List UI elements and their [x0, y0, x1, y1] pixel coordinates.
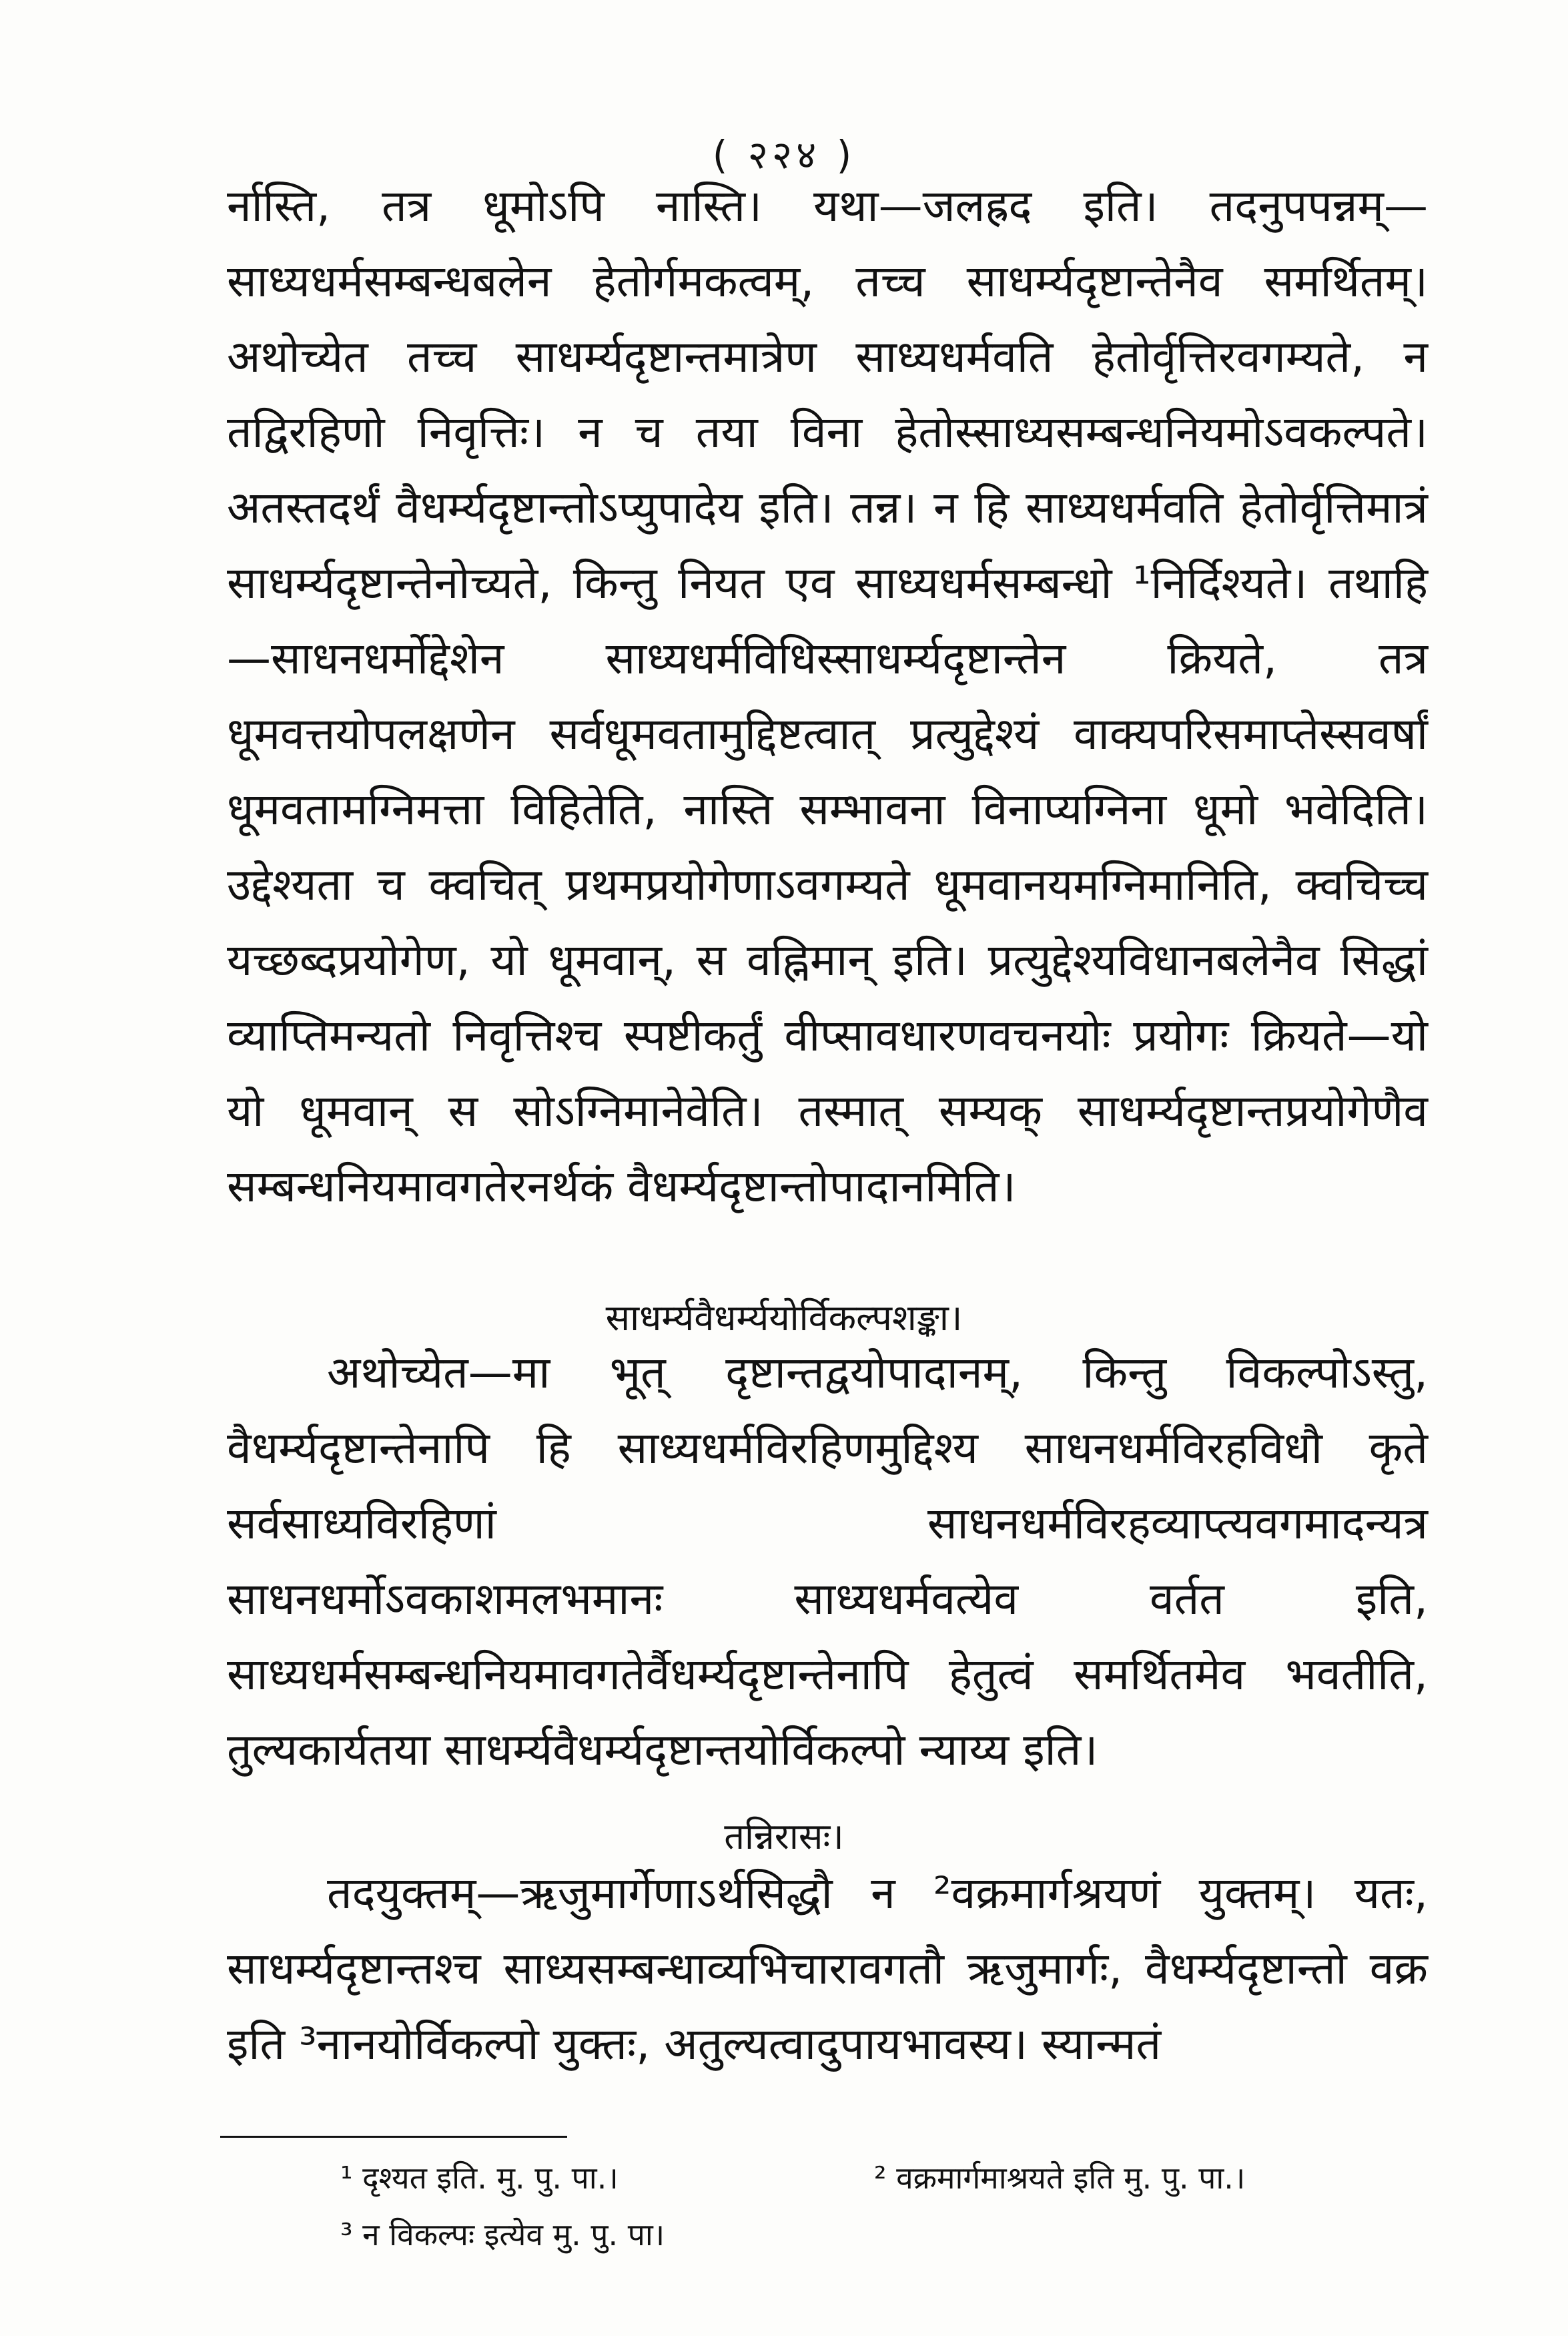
footnote-divider: [220, 2136, 567, 2138]
section-3-body: तदयुक्तम्—ऋजुमार्गेणाऽर्थसिद्धौ न ²वक्रमार्गश्रयणं युक्तम्। यतः, साधर्म्यदृष्टान्तश्च साध्यसम्बन्धाव्यभिचारावगतौ ऋजुमार्गः, वैधर्म्यदृष्टान्तो वक्र इति ³नानयोर्विकल्पो युक्तः, अतुल्यत्वादुपायभावस्य। स्यान्मतं: [227, 1867, 1428, 2070]
section-3-heading: तन्निरासः।: [724, 1815, 844, 1857]
section-2-body: अथोच्येत—मा भूत् दृष्टान्तद्वयोपादानम्, किन्तु विकल्पोऽस्तु, वैधर्म्यदृष्टान्तेनापि हि साध्यधर्मविरहिणमुद्दिश्य साधनधर्मविरहविधौ कृते सर्वसाध्यविरहिणां साधनधर्मविरहव्याप्त्यवगमादन्यत्र साधनधर्मोऽवकाशमलभमानः साध्यधर्मवत्येव वर्तत इति, साध्यधर्मसम्बन्धनियमावगतेर्वैधर्म्यदृष्टान्तेनापि हेतुत्वं समर्थितमेव भवतीति, तुल्यकार्यतया साधर्म्यवैधर्म्यदृष्टान्तयोर्विकल्पो न्याय्य इति।: [227, 1347, 1428, 1775]
page-number: ( २२४ ): [712, 132, 856, 178]
footnote-2: ² वक्रमार्गमाश्रयते इति मु. पु. पा.।: [874, 2160, 1246, 2196]
footnote-1: ¹ दृश्यत इति. मु. पु. पा.।: [340, 2160, 619, 2196]
section-2-heading: साधर्म्यवैधर्म्ययोर्विकल्पशङ्का।: [605, 1297, 963, 1339]
section-3: [227, 1855, 1428, 2082]
section-1-body: र्नास्ति, तत्र धूमोऽपि नास्ति। यथा—जलह्रद इति। तदनुपपन्नम्—साध्यधर्मसम्बन्धबलेन हेतोर्गमकत्वम्, तच्च साधर्म्यदृष्टान्तेनैव समर्थितम्। अथोच्येत तच्च साधर्म्यदृष्टान्तमात्रेण साध्यधर्मवति हेतोर्वृत्तिरवगम्यते, न तद्विरहिणो निवृत्तिः। न च तया विना हेतोस्साध्यसम्बन्धनियमोऽवकल्पते। अतस्तदर्थं वैधर्म्यदृष्टान्तोऽप्युपादेय इति। तन्न। न हि साध्यधर्मवति हेतोर्वृत्तिमात्रं साधर्म्यदृष्टान्तेनोच्यते, किन्तु नियत एव साध्यधर्मसम्बन्धो ¹निर्दिश्यते। तथाहि—साधनधर्मोद्देशेन साध्यधर्मविधिस्साधर्म्यदृष्टान्तेन क्रियते, तत्र धूमवत्तयोपलक्षणेन सर्वधूमवतामुद्दिष्टत्वात् प्रत्युद्देश्यं वाक्यपरिसमाप्तेस्सवर्षां धूमवतामग्निमत्ता विहितेति, नास्ति सम्भावना विनाप्यग्निना धूमो भवेदिति। उद्देश्यता च क्वचित् प्रथमप्रयोगेणाऽवगम्यते धूमवानयमग्निमानिति, क्वचिच्च यच्छब्दप्रयोगेण, यो धूमवान्, स वह्निमान् इति। प्रत्युद्देश्यविधानबलेनैव सिद्धां व्याप्तिमन्यतो निवृत्तिश्च स्पष्टीकर्तुं वीप्सावधारणवचनयोः प्रयोगः क्रियते—यो यो धूमवान् स सोऽग्निमानेवेति। तस्मात् सम्यक् साधर्म्यदृष्टान्तप्रयोगेणैव सम्बन्धनियमावगतेरनर्थकं वैधर्म्यदृष्टान्तोपादानमिति।: [227, 180, 1428, 1212]
footnote-3: ³ न विकल्पः इत्येव मु. पु. पा।: [340, 2217, 665, 2253]
section-1: [227, 168, 1428, 1224]
section-2: [227, 1335, 1428, 1787]
